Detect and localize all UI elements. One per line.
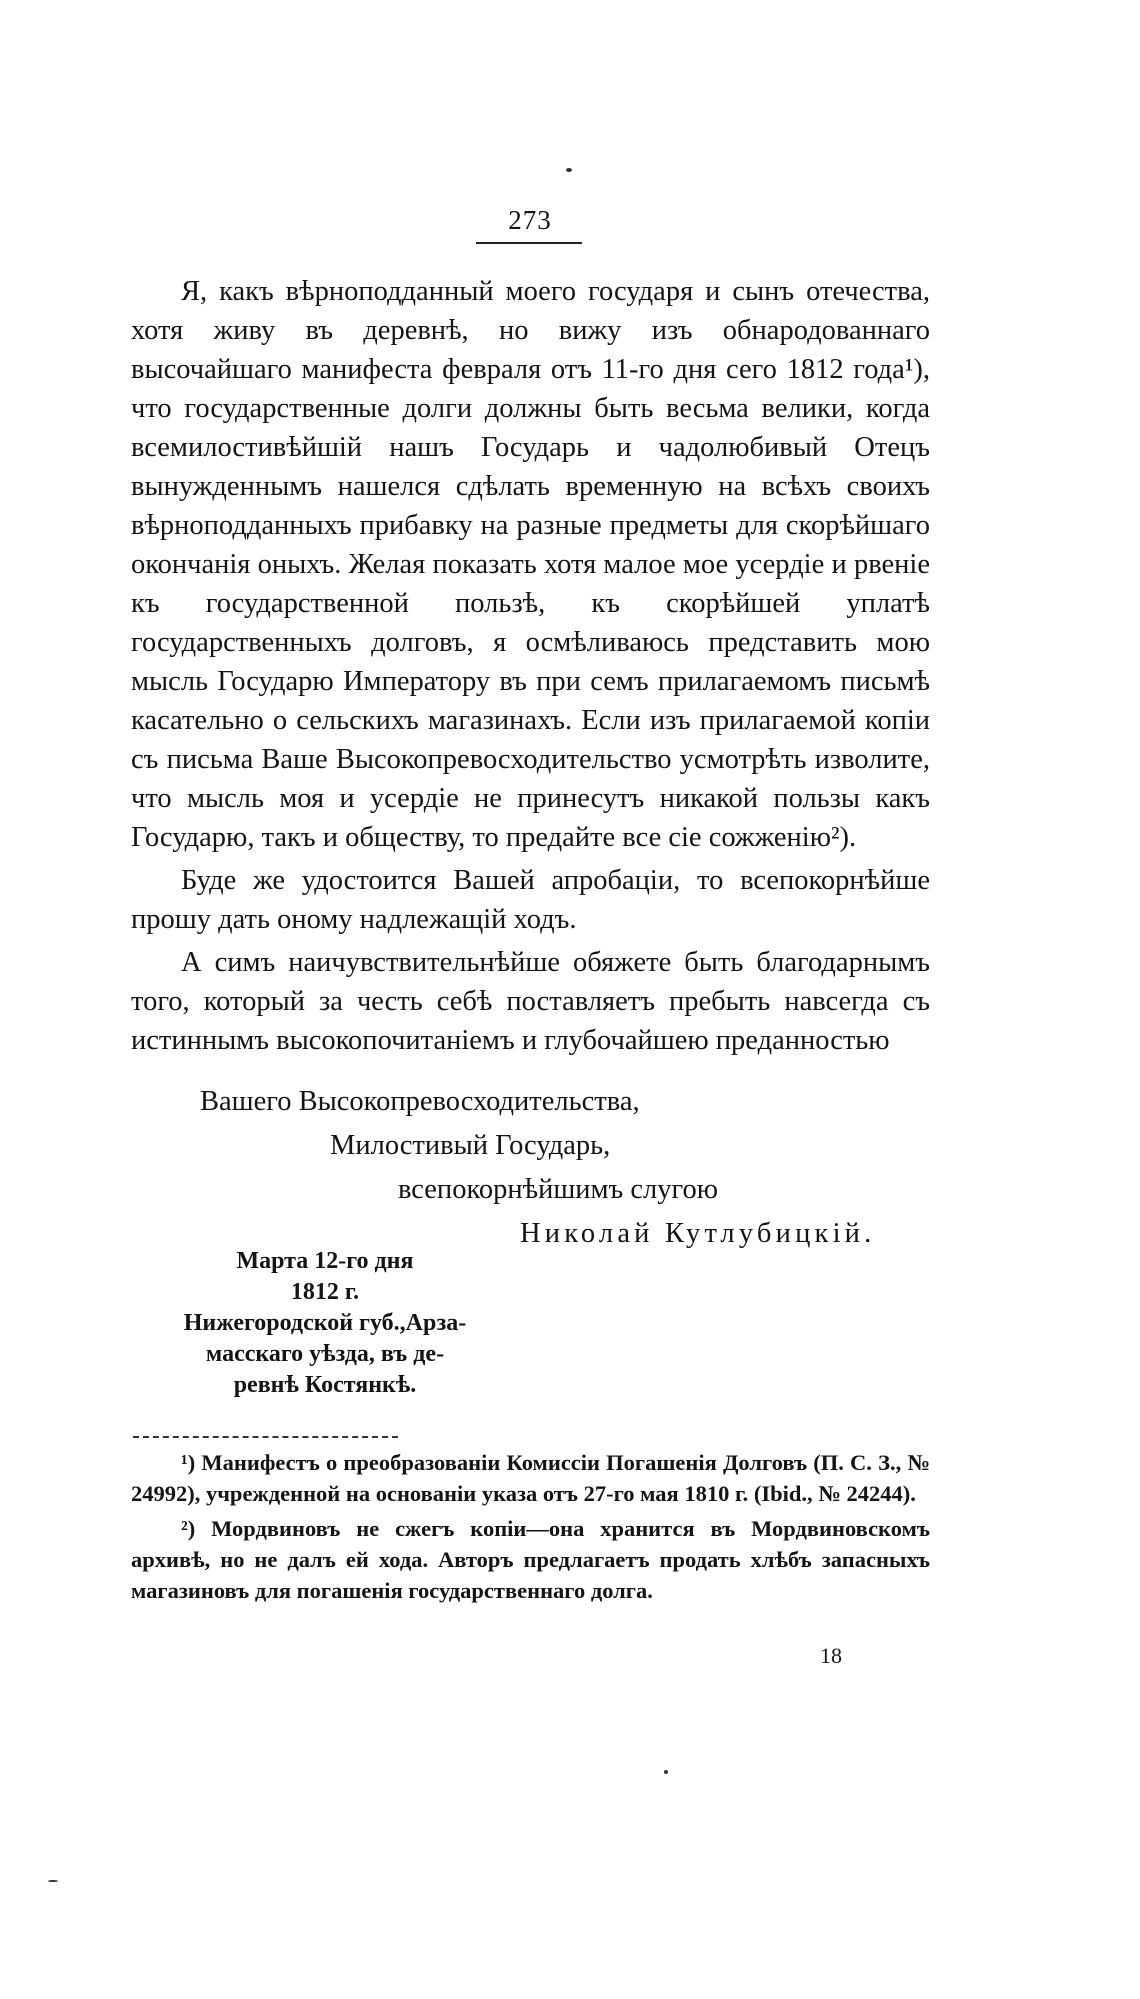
closing-salutation: Вашего Высокопревосходительства, [200, 1086, 640, 1117]
printer-mark [566, 168, 572, 172]
closing-servant: всепокорнѣйшимъ слугою [398, 1174, 719, 1205]
speck [664, 1770, 668, 1774]
dateline [160, 1246, 490, 1401]
paragraph: А симъ наичувствительнѣйше обяжете быть благодарнымъ того, который за честь себѣ поставляетъ пребыть навсегда съ истиннымъ высокопочитаніемъ и глубочайшею преданностью [131, 947, 930, 1056]
footnotes [131, 1447, 930, 1610]
dateline-line: Марта 12-го дня [236, 1248, 414, 1274]
closing-address: Милостивый Государь, [330, 1130, 611, 1161]
page-number: 273 [508, 205, 552, 235]
paragraph: Я, какъ вѣрноподданный моего государя и сынъ отечества, хотя живу въ деревнѣ, но вижу изъ обнародованнаго высочайшаго манифеста февраля отъ 11-го дня сего 1812 года¹), что государственные долги должны быть весьма велики, когда всемилостивѣйшій нашъ Государь и чадолюбивый Отецъ вынужденнымъ нашелся сдѣлать временную на всѣхъ своихъ вѣрноподданныхъ прибавку на разные предметы для скорѣйшаго окончанія оныхъ. Желая показать хотя малое мое усердіе и рвеніе къ государственной пользѣ, къ скорѣйшей уплатѣ государственныхъ долговъ, я осмѣливаюсь представить мою мысль Государю Императору въ при семъ прилагаемомъ письмѣ касательно о сельскихъ магазинахъ. Если изъ прилагаемой копіи съ письма Ваше Высокопревосходительство усмотрѣть изволите, что мысль моя и усердіе не принесутъ никакой пользы какъ Государю, такъ и обществу, то предайте все сіе сожженію²). [131, 276, 930, 853]
signature-name: Николай Кутлубицкій. [520, 1218, 876, 1249]
letter-body [131, 272, 930, 1064]
dateline-line: 1812 г. [290, 1279, 360, 1305]
dateline-line: Нижегородской губ.,Арза- [183, 1310, 467, 1336]
footnote-rule [133, 1436, 398, 1438]
dateline-line: масскаго уѣзда, въ де- [205, 1341, 445, 1367]
footnote: ¹) Манифестъ о преобразованіи Комиссіи Погашенія Долговъ (П. С. З., № 24992), учрежденной на основаніи указа отъ 27-го мая 1810 г. (Ibid., № 24244). [131, 1450, 930, 1506]
page-number-rule [476, 242, 582, 244]
signature-mark: 18 [820, 1643, 842, 1668]
speck [48, 1880, 58, 1882]
dateline-line: ревнѣ Костянкѣ. [233, 1372, 417, 1398]
paragraph: Буде же удостоится Вашей апробаціи, то всепокорнѣйше прошу дать оному надлежащій ходъ. [131, 865, 930, 935]
footnote: ²) Мордвиновъ не сжегъ копіи—она хранится въ Мордвиновскомъ архивѣ, но не далъ ей хода. Авторъ предлагаетъ продать хлѣбъ запасныхъ магазиновъ для погашенія государственнаго долга. [131, 1516, 930, 1603]
